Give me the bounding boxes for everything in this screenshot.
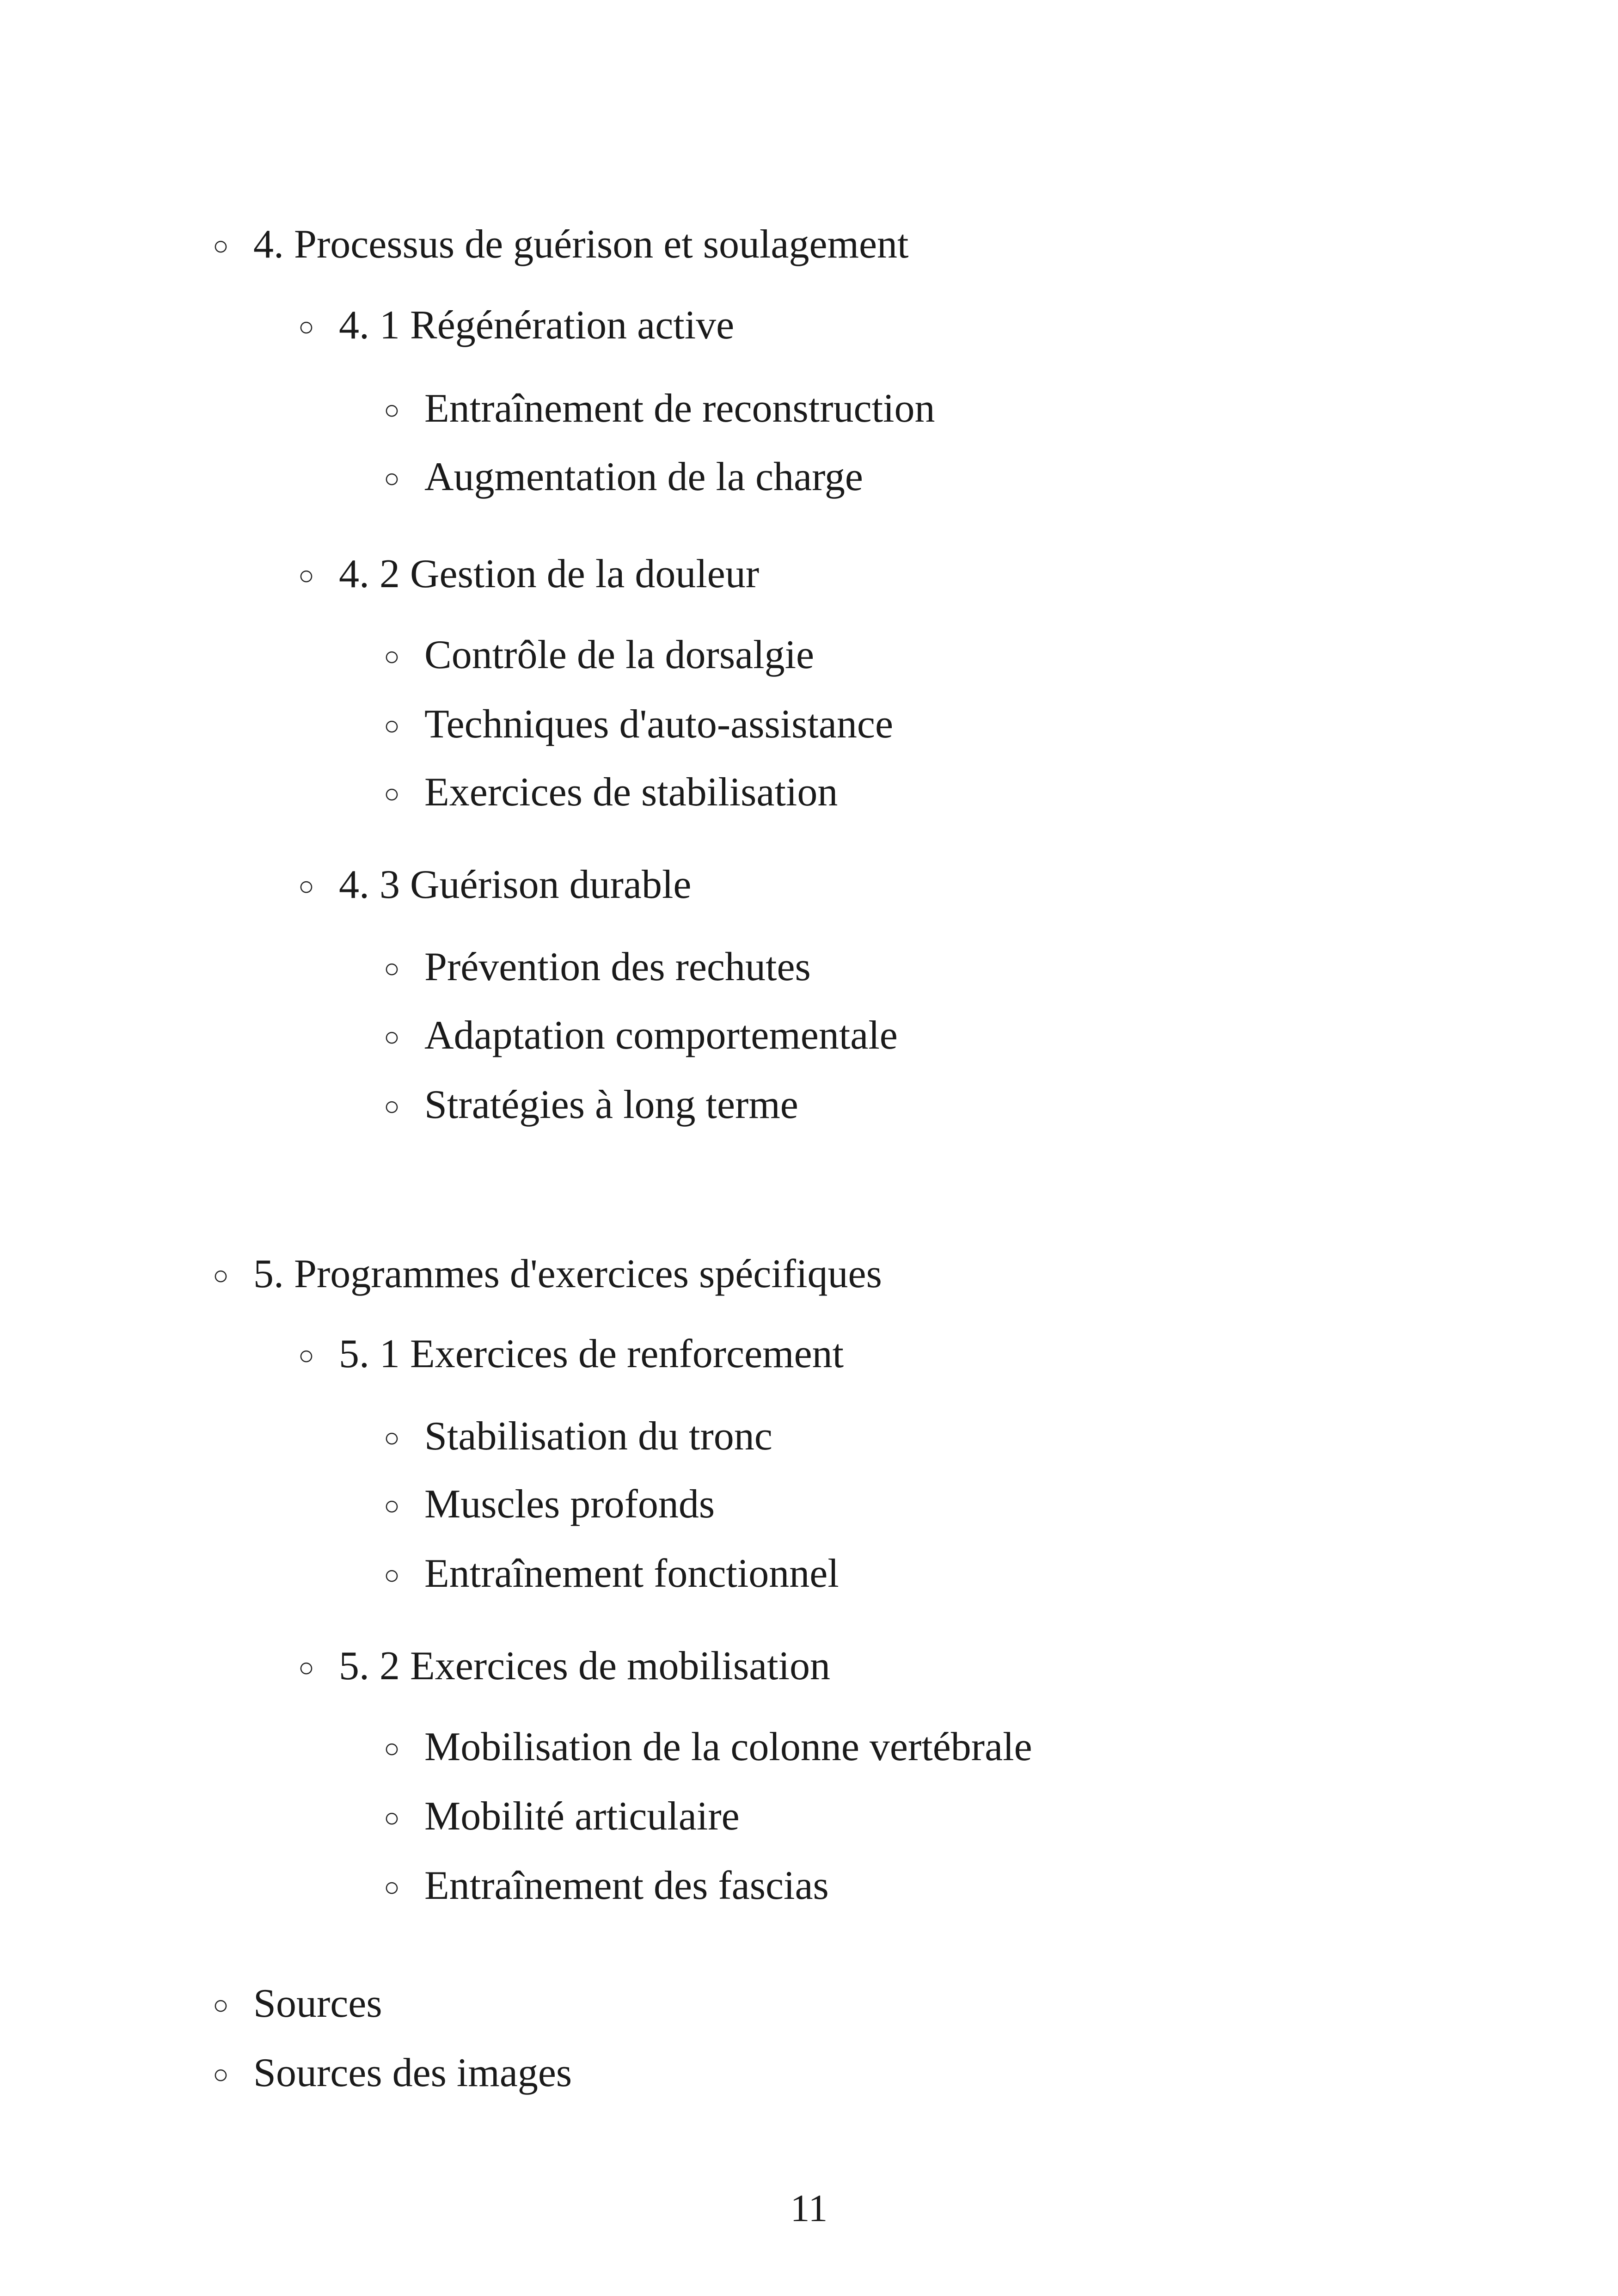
outline-item-label: Entraînement de reconstruction <box>424 386 935 431</box>
outline-item-label: Contrôle de la dorsalgie <box>424 632 815 677</box>
hollow-bullet-icon: ○ <box>384 1733 400 1763</box>
outline-item-label: Exercices de stabilisation <box>424 770 838 815</box>
outline-item-leaf <box>384 1484 715 1525</box>
hollow-bullet-icon: ○ <box>213 2059 229 2089</box>
hollow-bullet-icon: ○ <box>384 953 400 983</box>
outline-item-label: 4. 1 Régénération active <box>339 303 735 348</box>
hollow-bullet-icon: ○ <box>213 1260 229 1290</box>
outline-item-label: Augmentation de la charge <box>424 454 863 499</box>
outline-item-label: Prévention des rechutes <box>424 945 811 989</box>
hollow-bullet-icon: ○ <box>384 779 400 809</box>
hollow-bullet-icon: ○ <box>213 231 229 261</box>
outline-item-label: Techniques d'auto-assistance <box>424 702 894 747</box>
outline-item-label: Muscles profonds <box>424 1482 715 1527</box>
outline-item-label: 5. 2 Exercices de mobilisation <box>339 1644 831 1688</box>
outline-item-section-4 <box>213 224 909 265</box>
outline-item-leaf <box>384 1082 798 1127</box>
outline-item-section-5-1 <box>298 1334 844 1375</box>
hollow-bullet-icon: ○ <box>384 1491 400 1521</box>
outline-item-leaf <box>384 454 863 499</box>
hollow-bullet-icon: ○ <box>384 1803 400 1833</box>
hollow-bullet-icon: ○ <box>384 463 400 493</box>
hollow-bullet-icon: ○ <box>298 312 315 342</box>
outline-item-section-4-1 <box>298 305 734 346</box>
hollow-bullet-icon: ○ <box>298 1652 315 1682</box>
outline-item-label: Sources des images <box>253 2050 572 2095</box>
outline-item-leaf <box>384 1553 839 1594</box>
outline-item-leaf <box>384 1416 772 1457</box>
hollow-bullet-icon: ○ <box>384 711 400 741</box>
hollow-bullet-icon: ○ <box>298 871 315 901</box>
outline-item-leaf <box>384 772 838 813</box>
outline-item-label: 5. 1 Exercices de renforcement <box>339 1332 844 1376</box>
hollow-bullet-icon: ○ <box>384 1560 400 1590</box>
outline-item-leaf <box>384 1015 898 1056</box>
outline-item-label: Entraînement des fascias <box>424 1863 829 1908</box>
outline-item-label: 5. Programmes d'exercices spécifiques <box>253 1252 882 1296</box>
hollow-bullet-icon: ○ <box>384 1872 400 1902</box>
hollow-bullet-icon: ○ <box>298 1340 315 1370</box>
outline-item-sources <box>213 1983 382 2024</box>
outline-item-leaf <box>384 947 811 988</box>
outline-item-leaf <box>384 1727 1032 1768</box>
hollow-bullet-icon: ○ <box>384 395 400 425</box>
outline-item-section-4-3 <box>298 862 692 907</box>
hollow-bullet-icon: ○ <box>384 641 400 671</box>
outline-item-section-4-2 <box>298 554 759 595</box>
outline-item-label: Entraînement fonctionnel <box>424 1551 839 1596</box>
hollow-bullet-icon: ○ <box>384 1091 400 1121</box>
hollow-bullet-icon: ○ <box>384 1423 400 1453</box>
hollow-bullet-icon: ○ <box>213 1990 229 2020</box>
outline-item-label: Mobilisation de la colonne vertébrale <box>424 1725 1032 1769</box>
outline-item-leaf <box>384 632 815 677</box>
outline-item-section-5-2 <box>298 1646 830 1687</box>
outline-item-leaf <box>384 388 935 429</box>
hollow-bullet-icon: ○ <box>384 1022 400 1052</box>
outline-item-label: Adaptation comportementale <box>424 1013 898 1058</box>
page-number: 11 <box>790 2187 828 2230</box>
outline-item-label: 4. Processus de guérison et soulagement <box>253 222 909 267</box>
outline-item-image-sources <box>213 2050 572 2095</box>
hollow-bullet-icon: ○ <box>298 560 315 590</box>
outline-item-label: 4. 3 Guérison durable <box>339 862 692 907</box>
outline-item-label: Stratégies à long terme <box>424 1082 798 1127</box>
outline-item-label: 4. 2 Gestion de la douleur <box>339 552 760 596</box>
outline-item-label: Stabilisation du tronc <box>424 1414 772 1459</box>
outline-item-leaf <box>384 1863 829 1908</box>
outline-item-label: Mobilité articulaire <box>424 1794 740 1839</box>
outline-item-leaf <box>384 1796 740 1837</box>
outline-item-section-5 <box>213 1254 882 1295</box>
outline-item-leaf <box>384 704 893 745</box>
outline-item-label: Sources <box>253 1981 382 2026</box>
